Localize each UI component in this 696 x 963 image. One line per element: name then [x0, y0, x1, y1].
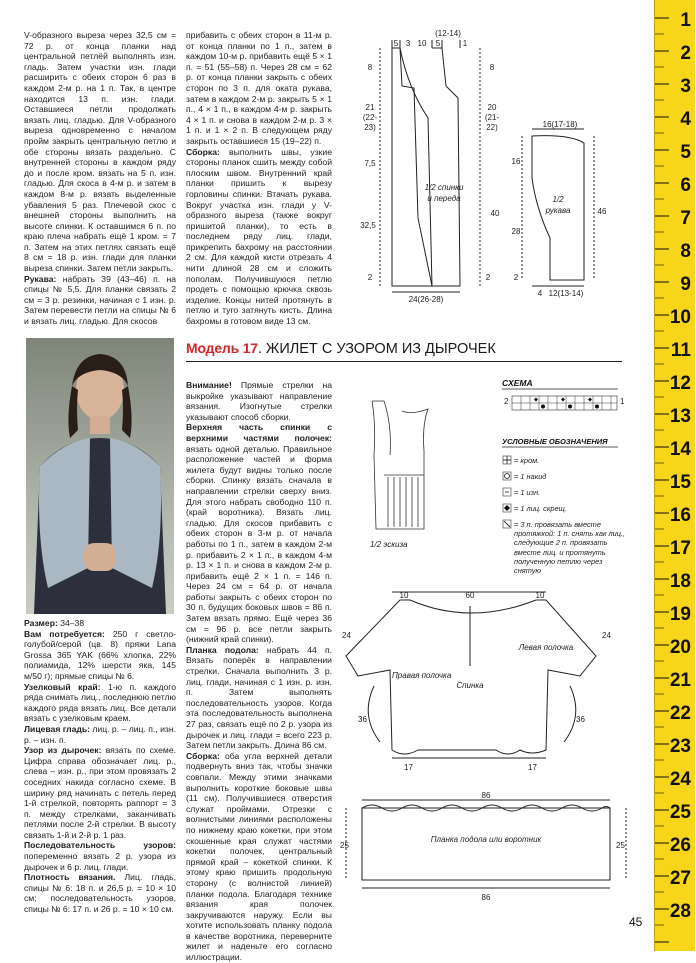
model-title-text: . ЖИЛЕТ С УЗОРОМ ИЗ ДЫРОЧЕК [257, 341, 496, 357]
sketch-label: 1/2 эскиза [370, 540, 408, 549]
text-assembly2: оба угла верхней детали подвернуть вниз так, чтобы значки совпали. Между этими значками выполнить короткие боковые швы (11 см). Получившиеся отверстия служат проймами. Отрезки с волнистыми линиями расположены по нижнему краю кокетки, при этом скошенные края служат частями кокетки полочек, центральный прямой край – кокеткой спинки. К этому краю пришить продольную сторону (с волнистой линией) планки подола. Благодаря технике вязания края полочек закручиваются наружу. Если вы хотите использовать планку подола в качестве воротника, переверните жилет и наденьте его согласно иллюстрации. [186, 750, 333, 963]
dim-right-1: 8 [489, 63, 495, 72]
attention-para [186, 380, 332, 422]
legend-item-1: = кром. [514, 456, 540, 465]
sleeve-bottom-2: 12(13-14) [548, 289, 584, 298]
ruler-number: 1 [680, 10, 691, 31]
edge-para [24, 682, 176, 724]
label-size: Размер: [24, 618, 58, 628]
dim-right-6: 2 [485, 273, 491, 282]
pattern-top-dim-1: 10 [399, 591, 409, 600]
dim-top-4: 10 [417, 39, 427, 48]
sleeve-bottom-1: 4 [537, 289, 543, 298]
dim-top-3: 3 [405, 39, 411, 48]
sleeves-text: набрать 39 (43–46) п. на спицы № 5,5. Для планки связать 2 см = 3 р. резинки, начиная с 1 изн. р. Затем перевести петли на спицы № 6 и вязать лиц. гладью. Для скосов [24, 273, 176, 327]
ruler-number: 21 [669, 670, 691, 691]
assembly-label: Сборка: [186, 146, 220, 157]
ruler-number: 24 [669, 769, 691, 790]
legend-item-4: = 1 лиц. скрещ. [514, 504, 567, 513]
ruler-number: 10 [669, 307, 691, 328]
sleeve-label-2: рукава [545, 206, 571, 215]
label-hem-band: Планка подола: [186, 644, 259, 655]
ruler-number: 16 [669, 505, 691, 526]
woman-in-vest-photo [26, 338, 174, 614]
label-assembly2: Сборка: [186, 750, 220, 761]
sleeve-left-2: 28 [511, 227, 521, 236]
sleeve-top-label: 16(17-18) [542, 120, 578, 129]
dim-left-1: 8 [367, 63, 373, 72]
ruler-number: 8 [680, 241, 691, 262]
dim-left-3: (22- [362, 113, 378, 122]
text-column-1 [24, 30, 176, 327]
label-materials: Вам потребуется: [24, 628, 105, 639]
ruler-number: 19 [669, 604, 691, 625]
sleeve-right-label: 46 [597, 207, 607, 216]
dim-top-2: 5 [393, 39, 399, 48]
dim-top-5: 5 [435, 39, 441, 48]
ruler-number: 28 [669, 901, 691, 922]
ruler-number: 17 [669, 538, 691, 559]
hem-side-right: 25 [616, 841, 625, 850]
stockinette-para [24, 724, 176, 745]
page-number: 45 [629, 915, 643, 929]
dim-top-1: (12-14) [435, 29, 461, 38]
ruler-number: 5 [680, 142, 691, 163]
hem-label: Планка подола или воротник [430, 835, 542, 844]
hem-side-left: 25 [340, 841, 349, 850]
stitch-schema [500, 376, 630, 606]
dim-left-5: 7,5 [364, 159, 376, 168]
measuring-tape-ruler [654, 0, 695, 951]
text-sequence: попеременно вязать 2 р. узора из дырочек и 6 р. лиц. глади. [24, 851, 176, 872]
text-column-3 [24, 618, 176, 915]
ruler-number: 4 [680, 109, 691, 130]
ruler-number: 7 [680, 208, 691, 229]
legend-item-5: = 3 п. провязать вместе протяжкой: 1 п. снять как лиц., следующие 2 п. провязать вместе лиц. и протянуть полученную петлю через снятую [514, 520, 626, 576]
bottom-width-label: 24(26-28) [408, 295, 444, 304]
hem-top-dim: 86 [481, 791, 491, 800]
ruler-number: 14 [669, 439, 691, 460]
legend-item-2: = 1 накид [514, 472, 547, 481]
text-eyelet: вязать по схеме. Цифра справа обозначает лиц. р., слева – изн. р., при этом провязать 2 соседних накида согласно схеме. В ширину ряд начинать с петель перед 1-й стрелкой, повторять раппорт = 3 п. между стрелками, заканчивать петлями после 2-й стрелки. В высоту связать 1-й и 2-й р. 1 раз. [24, 745, 176, 840]
hem-bottom-dim: 86 [481, 893, 491, 902]
ruler-number: 6 [680, 175, 691, 196]
top-pattern-diagram [340, 28, 620, 303]
sleeves-label: Рукава: [24, 273, 57, 284]
dim-left-6: 32,5 [360, 221, 376, 230]
text-hem-band: набрать 44 п. Вязать поперёк в направлении стрелки. Сначала выполнить 3 р. лиц. глади, начиная с 1 изн. р. изн. п. Затем выполнять последовательность узоров. Когда эта последовательность выполнена 27 раз, связать ещё по 2 р. узора из дырочек и лиц. глади = всего 223 р. Затем петли закрыть. Длина 86 см. [186, 644, 332, 751]
assembly-text: выполнить швы, узкие стороны планок сшить между собой плоским швом. Внутренний край планки пришить к вырезу горловины спинки. Втачать рукава. Вокруг участка изн. глади у V-образного выреза (также вокруг пришитой планки), то есть в последнем ряду лиц. глади, прикрепить бахрому на расстоянии 2 см. Для каждой кисти отрезать 4 нити длиной 28 см и сложить пополам. Получившуюся петлю продеть с помощью крючка сквозь изделие. Концы нитей протянуть в петлю и туго затянуть кисть. Длина бахромы в готовом виде 13 см. [186, 146, 332, 327]
size-para [24, 618, 176, 629]
pattern-side-right: 24 [602, 631, 611, 640]
model-title [186, 340, 622, 362]
half-sketch [362, 395, 442, 555]
model-number: Модель 17 [186, 340, 258, 356]
label-stockinette: Лицевая гладь: [24, 723, 90, 734]
pattern-top-dim-2: 60 [465, 591, 475, 600]
text-attention: Прямые стрелки на выкройке указывают направление вязания. Изогнутые стрелки указывают способ сборки. [186, 380, 332, 422]
label-gauge: Плотность вязания. [24, 872, 116, 883]
text-materials: 250 г светло-голубой/серой (цв. 8) пряжи Lana Grossa 365 YAK (66% хлопка, 22% полиамида, 12% шерсти яка, 145 м/50 г); прямые спицы № 6. [24, 628, 176, 681]
col2-paragraph: прибавить с обеих сторон в 11-м р. от конца планки по 1 п., затем в каждом 10-м р. прибавить ещё 5 × 1 п. = 51 (55–58) п. Через 28 см = 62 р. от конца планки закрыть с обеих сторон по 3 п. для оката рукава, затем в каждом 2-м р. закрыть 5 × 1 п., 4 × 1 п., в каждом 4-м р. закрыть 4 × 1 п. и снова в каждом 2-м р. 3 × 1 п. и 1 × 2 п. В следующем ряду закрыть оставшиеся 15 (19–22) п. [186, 30, 332, 146]
back-label: Спинка [456, 681, 484, 690]
schema-row-right: 1 [620, 397, 625, 406]
text-edge: 1-ю п. каждого ряда снимать лиц., последнюю петлю каждого ряда вязать лиц. Все детали вязать с узелковым краем. [24, 681, 176, 724]
label-sequence: Последовательность узоров: [24, 840, 176, 851]
back-front-label-1: 1/2 спинки [424, 183, 464, 192]
sleeve-left-3: 2 [513, 273, 519, 282]
text-size: 34–38 [60, 618, 85, 628]
ruler-number: 22 [669, 703, 691, 724]
ruler-number: 27 [669, 868, 691, 889]
model-photo [26, 338, 174, 614]
ruler-number: 23 [669, 736, 691, 757]
text-upper-part: вязать одной деталью. Правильное расположение частей и форма жилета будут видны только после сборки. Спинку вязать сначала в направлении стрелки сверху вниз. Для этого набрать свободно 110 п. (край воротника). Вязать лиц. гладью. Для скосов прибавить с обеих сторон в 3-м р. от начала работы по 1 п., затем в каждом 2-м р. прибавить 2 × 1 п., в каждом 4-м р. 13 × 1 п. и снова в каждом 2-м р. прибавить ещё 2 × 1 п. = 146 п. Через 24 см = 64 р. от начала работы закрыть с обеих сторон по 30 п. будущих боковых швов = 86 п. Затем вязать прямо. Ещё через 36 см = 96 р. все петли закрыть (нижний край спинки). [186, 443, 332, 645]
dim-left-7: 2 [367, 273, 373, 282]
col1-paragraph: V-образного выреза через 32,5 см = 72 р. от конца планки над центральной петлёй выполнять изн. гладь. Затем участки изн. глади расширить с обеих сторон 6 раз в каждом 2-м р. на 1 п. Так, в центре находится 13 п. изн. глади. Оставшиеся петли продолжать вязать лиц. гладью. Для V-образного выреза одновременно с началом пройм закрыть центральную петлю и обе стороны вязать раздельно. С внутренней стороны в каждом ряду до и после кром. вязать на 5 п. изн. гладью. Для скоса в 4-м р. и затем в каждом 8-м р. вязать выделенные убавления 5 раз. Плечевой скос с внешней стороны выполнить на высоте спинки. К оставшимся 6 п. по краю плеча набрать ещё 1 кром. = 7 п. Затем на этих петлях связать ещё 8 см = 18 р. изн. глади для планки выреза спинки. Затем петли закрыть. [24, 30, 176, 274]
dim-right-3: (21- [484, 113, 500, 122]
legend-item-3: = 1 изн. [514, 488, 541, 497]
dim-right-4: 22) [486, 123, 498, 132]
assembly2-para [186, 751, 332, 963]
sleeve-label-1: 1/2 [552, 195, 564, 204]
ruler-number: 25 [669, 802, 691, 823]
pattern-bottom-17-right: 17 [528, 763, 537, 772]
schema-row-left: 2 [504, 397, 509, 406]
eyelet-para [24, 745, 176, 840]
pattern-side-left: 24 [342, 631, 351, 640]
label-attention: Внимание! [186, 380, 232, 390]
col1-sleeves [24, 274, 176, 327]
pattern-side-36-left: 36 [358, 715, 367, 724]
ruler-number: 3 [680, 76, 691, 97]
ruler-number: 12 [669, 373, 691, 394]
legend-title: УСЛОВНЫЕ ОБОЗНАЧЕНИЯ [502, 437, 608, 446]
dim-right-2: 20 [487, 103, 497, 112]
sequence-para [24, 840, 176, 872]
upper-part-para [186, 422, 332, 644]
text-stockinette: лиц. р. – лиц. п., изн. р. – изн. п. [24, 723, 176, 745]
sleeve-left-1: 16 [511, 157, 521, 166]
schema-title: СХЕМА [502, 378, 533, 388]
pattern-side-36-right: 36 [576, 715, 585, 724]
vest-pattern-diagram [340, 586, 630, 916]
dim-left-4: 23) [364, 123, 376, 132]
ruler-number: 13 [669, 406, 691, 427]
ruler-number: 11 [670, 340, 691, 361]
ruler-number: 15 [669, 472, 691, 493]
dim-right-5: 40 [490, 209, 500, 218]
label-upper-part: Верхняя часть спинки с верхними частями полочек: [186, 422, 332, 443]
label-edge: Узелковый край: [24, 681, 101, 692]
pattern-top-dim-3: 10 [535, 591, 545, 600]
hem-band-para [186, 645, 332, 751]
text-gauge: Лиц. гладь, спицы № 6: 18 п. и 26,5 р. = 10 × 10 см; последовательность узоров, спицы № 6: 17 п. и 26 р. = 10 × 10 см. [24, 872, 177, 915]
text-column-2 [186, 30, 332, 327]
text-column-4 [186, 380, 332, 963]
label-eyelet: Узор из дырочек: [24, 745, 102, 756]
ruler-number: 20 [669, 637, 691, 658]
right-front-label: Правая полочка [392, 671, 452, 680]
back-front-label-2: и переда [427, 194, 461, 203]
ruler-number: 2 [680, 43, 691, 64]
dim-left-2: 21 [365, 103, 375, 112]
col2-assembly [186, 147, 332, 327]
dim-top-6: 1 [462, 39, 468, 48]
materials-para [24, 629, 176, 682]
pattern-bottom-17-left: 17 [404, 763, 413, 772]
ruler-number: 26 [669, 835, 691, 856]
left-front-label: Левая полочка [518, 643, 574, 652]
gauge-para [24, 872, 176, 914]
ruler-number: 18 [669, 571, 691, 592]
ruler-number: 9 [680, 274, 691, 295]
